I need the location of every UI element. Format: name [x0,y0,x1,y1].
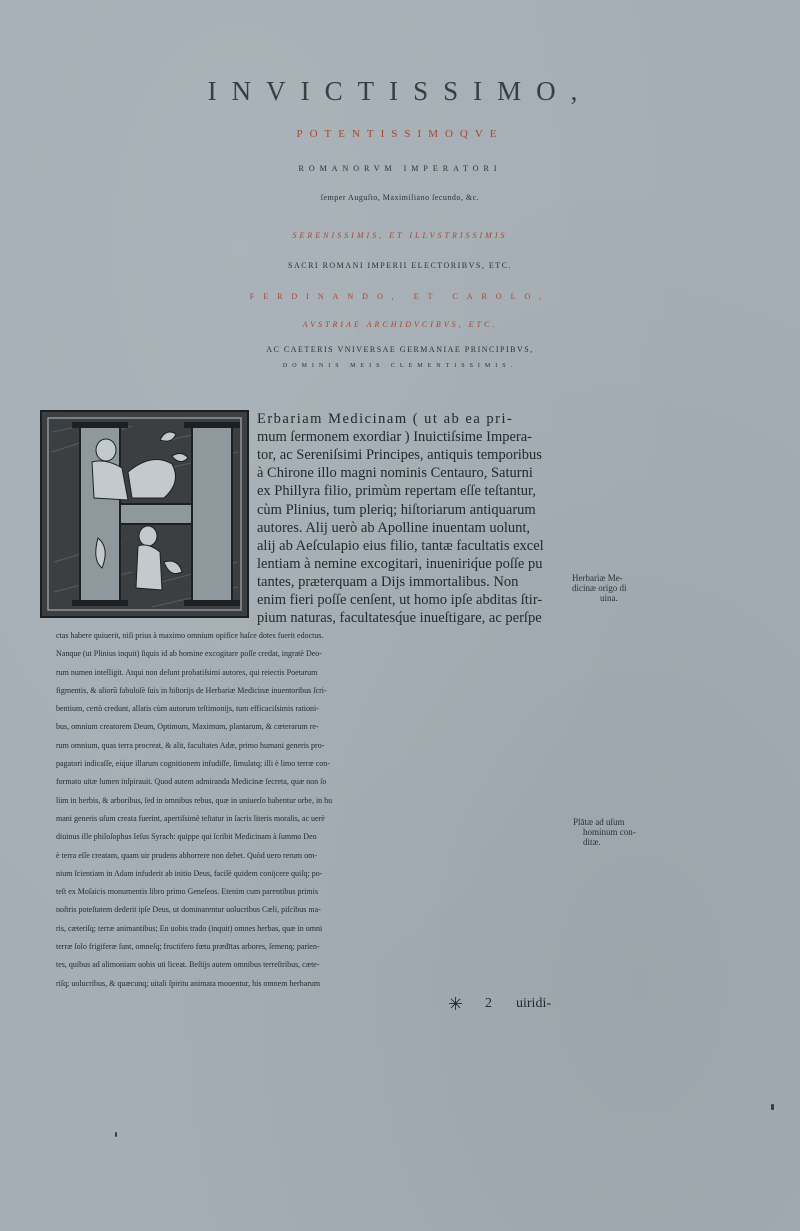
body-line: enim fieri poſſe cenſent, ut homo ipſe abditas ſtir- [257,592,543,608]
marginal-note-1-line: uina. [600,593,618,603]
paper-speck [771,1104,774,1110]
body-line: tantes, præterquam a Dijs immortalibus. Non [257,573,519,590]
body-line: tor, ac Sereniſsimi Principes, antiquis temporibus [257,447,542,464]
body-line: ex Phillyra filio, primùm repertam eſſe teſtantur, [257,483,536,500]
paper-speck [115,1132,117,1137]
body-line: figmentis, & aliorũ fabuloſè ſuis in hiſtorijs de Herbariæ Medicinæ inuentoribus ſcri- [56,685,327,695]
dedication-line-6: SACRI ROMANI IMPERII ELECTORIBVS, ETC. [288,261,512,270]
body-line: terræ ſolo frigiferæ ſunt, omneſq; fructifero fœtu prædītas arbores, ſemenq; parien- [56,942,320,952]
body-line: pium naturas, facultatesq́ue inueſtigare, ac perſpe [257,610,542,627]
body-line: mani generis uſum creata fuerint, apertiſsimè teſtatur in ſacris literis moralis, ac uerè [56,813,325,823]
body-line: diuinus ille philoſophus Ieſus Syrach: quippe qui ſcribit Medicinam à ſummo Deo [56,832,317,842]
body-line: ctas habere quiuerit, niſi prius à maximo omnium opifice haſce dotes fuerit edoctus. [56,631,324,640]
body-line: à Chirone illo magni nominis Centauro, Saturni [257,465,533,482]
body-line: cùm Plinius, tum pleriq; hiſtoriarum antiquarum [257,501,536,518]
signature-number: 2 [485,996,492,1011]
body-line: rum omnium, quas terra procreat, & alit, facultates Adæ, primo humani generis pro- [56,740,325,750]
body-line: autores. Alij uerò ab Apolline inuentam uolunt, [257,519,531,536]
woodcut-illustration-icon [42,412,247,616]
body-line: teſt ex Moſaicis monumentis libro primo Geneſeos. Etenim cum parentibus primis [56,887,318,897]
marginal-note-1-line: dicinæ origo di [572,583,627,593]
body-line: lùm in herbis, & arboribus, ſed in omnibus rebus, quæ in uniuerſo habentur orbe, in hu [56,795,333,805]
marginal-note-2 [573,817,636,847]
dedication-line-8: AVSTRIAE ARCHIDVCIBVS, ETC. [302,320,498,329]
marginal-note-2-line: hominum con- [583,827,636,837]
marginal-note-1-line: Herbariæ Me- [572,573,623,583]
body-line: nium ſcientiam in Adam infuderit ab initio Deus, facilè quidem conijcere quiſq; po- [56,868,323,878]
body-line: tes, quibus ad alimoniam uobis uti liceat. Beſtijs autem omnibus terreſtribus, cæte- [56,960,320,970]
body-line: riſq; uolucribus, & quæcunq; uitali ſpiritu animata mouentur, his omnem herbarum [56,978,321,988]
body-line: bentium, certò credunt, allatis cùm autorum teſtimonijs, tum efficaciſsimis rationi- [56,704,319,714]
body-line: mum ſermonem exordiar ) Inuictiſsime Impera- [257,429,533,446]
body-line: formato uitæ lumen inſpirauit. Quod autem admiranda Medicinæ ſecreta, quæ non ſo [56,777,327,787]
dedication-line-2: POTENTISSIMOQVE [296,128,504,140]
body-line: Erbariam Medicinam ( ut ab ea pri- [257,411,514,427]
body-line: bus, omnium creatorem Deum, Optimum, Maximum, plantarum, & cæterarum re- [56,722,319,732]
dedication-line-7: FERDINANDO, ET CAROLO, [249,292,551,301]
body-line: rum numen intelligit. Atqui non deſunt probatiſsimi autores, qui reiectis Poetarum [56,667,318,677]
signature-mark-icon: ✳ [448,994,464,1014]
dedication-line-10: DOMINIS MEIS CLEMENTISSIMIS. [282,363,518,369]
dedication-line-3: ROMANORVM IMPERATORI [298,164,502,173]
woodcut-initial-h [40,410,249,618]
body-line: alij ab Aeſculapio eius filio, tantæ facultatis excel [257,537,544,554]
marginal-note-2-line: Plātæ ad uſum [573,817,625,827]
dedication-line-1: INVICTISSIMO, [207,76,593,106]
dedication-line-5: SERENISSIMIS, ET ILLVSTRISSIMIS [292,231,508,240]
marginal-note-1 [572,573,627,603]
body-line: lentiam à nemine excogitari, inueniriq́ue poſſe pu [257,555,543,572]
marginal-note-2-line: ditæ. [583,837,601,847]
dedication-line-9: AC CAETERIS VNIVERSAE GERMANIAE PRINCIPIBVS, [266,345,534,354]
body-text-main [56,627,576,993]
catchword: uiridi- [516,996,551,1011]
dedication-line-4: ſemper Auguſto, Maximiliano ſecundo, &c. [320,193,480,202]
body-line: pagatori indicaſſe, eiq́ue illarum cognitionem infudiſſe, ſimulatq; illi è limo terræ con- [56,759,330,769]
body-line: Nanque (ut Plinius inquit) ſiquis id ab homine excogitare poſſe credat, ingratè Deo- [56,649,322,659]
body-line: è terra eſſe creatam, quam uir prudens abhorrere non debet. Quòd uero rerum om- [56,850,317,860]
body-line: noſtris poteſtatem dederit ipſe Deus, ut dominarentur uolucribus Cæli, piſcibus ma- [56,905,321,915]
body-line: ris, cæteriſq; terræ animantibus; En uobis trado (inquit) omnes herbas, quæ in omni [56,923,323,933]
